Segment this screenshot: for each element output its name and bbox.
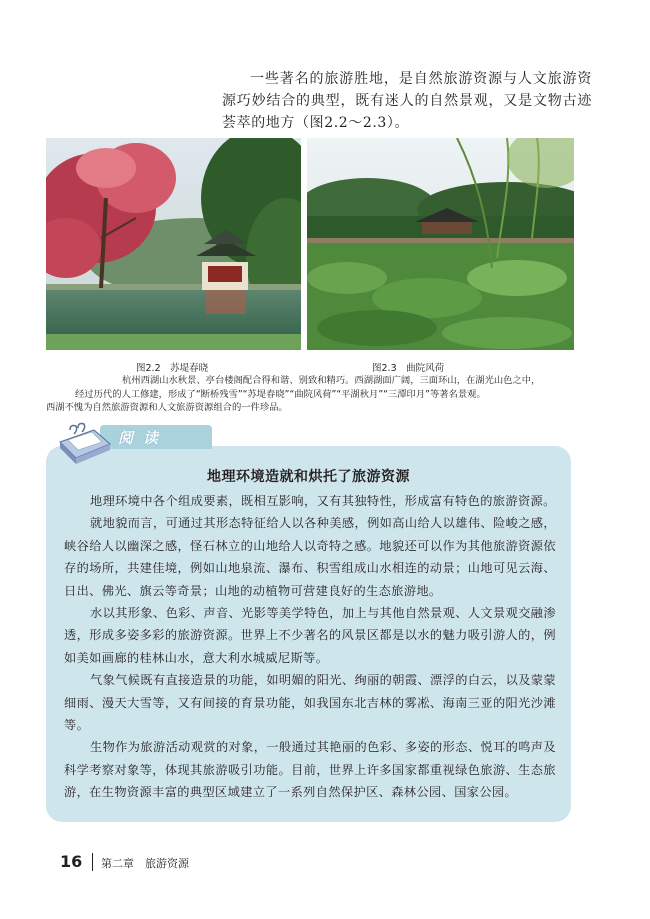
reading-paragraph: 气象气候既有直接造景的功能，如明媚的阳光、绚丽的朝霞、漂浮的白云，以及蒙蒙细雨、漫天大雪等，又有间接的育景功能，如我国东北吉林的雾凇、海南三亚的阳光沙滩等。	[64, 673, 556, 733]
chapter-title: 第二章 旅游资源	[101, 857, 189, 870]
reading-paragraph: 生物作为旅游活动观赏的对象，一般通过其艳丽的色彩、多姿的形态、悦耳的鸣声及科学考察对象等，体现其旅游吸引功能。目前，世界上许多国家都重视绿色旅游、生态旅游，在生物资源丰富的典型区域建立了一系列自然保护区、森林公园、国家公园。	[64, 740, 556, 800]
figure-2-3-caption: 图2.3 曲院风荷	[372, 363, 445, 374]
intro-paragraph: 一些著名的旅游胜地，是自然旅游资源与人文旅游资源巧妙结合的典型，既有迷人的自然景观，又是文物古迹荟萃的地方（图2.2～2.3）。	[222, 71, 592, 131]
reading-paragraph: 水以其形象、色彩、声音、光影等美学特色，加上与其他自然景观、人文景观交融渗透，形成多姿多彩的旅游资源。世界上不少著名的风景区都是以水的魅力吸引游人的，例如美如画廊的桂林山水，意大利水城威尼斯等。	[64, 606, 556, 665]
book-icon	[56, 422, 112, 466]
figure-2-2-caption: 图2.2 苏堤春晓	[136, 363, 209, 374]
reading-paragraph: 地理环境中各个组成要素，既相互影响，又有其独特性，形成富有特色的旅游资源。	[90, 494, 556, 508]
footer-divider	[92, 853, 93, 871]
reading-tab-label: 阅读	[118, 429, 169, 447]
photo-sudi-chunxiao	[46, 138, 301, 350]
caption-note	[46, 374, 566, 415]
reading-paragraph: 就地貌而言，可通过其形态特征给人以各种美感，例如高山给人以雄伟、险峻之感，峡谷给人以幽深之感，怪石林立的山地给人以奇特之感。地貌还可以作为其他旅游资源依存的场所，共建佳境，例如山地泉流、瀑布、积雪组成山水相连的动景；山地可见云海、日出、佛光、旗云等奇景；山地的动植物可营建良好的生态旅游地。	[64, 516, 556, 598]
photo-quyuan-fenghe	[307, 138, 574, 350]
reading-title: 地理环境造就和烘托了旅游资源	[207, 469, 410, 485]
reading-tab	[100, 425, 212, 449]
caption-note-line: 西湖不愧为自然旅游资源和人文旅游资源组合的一件珍品。	[46, 402, 288, 413]
reading-body	[64, 490, 556, 804]
caption-note-line: 杭州西湖山水秋景、亭台楼阁配合得和谐、别致和精巧。西湖湖面广阔，三面环山，在湖光山色之中，	[122, 375, 541, 386]
page-number: 16	[60, 852, 83, 871]
caption-note-line: 经过历代的人工修建，形成了“断桥残雪”“苏堤春晓”“曲院风荷”“平湖秋月”“三潭印月”等著名景观。	[75, 388, 486, 400]
